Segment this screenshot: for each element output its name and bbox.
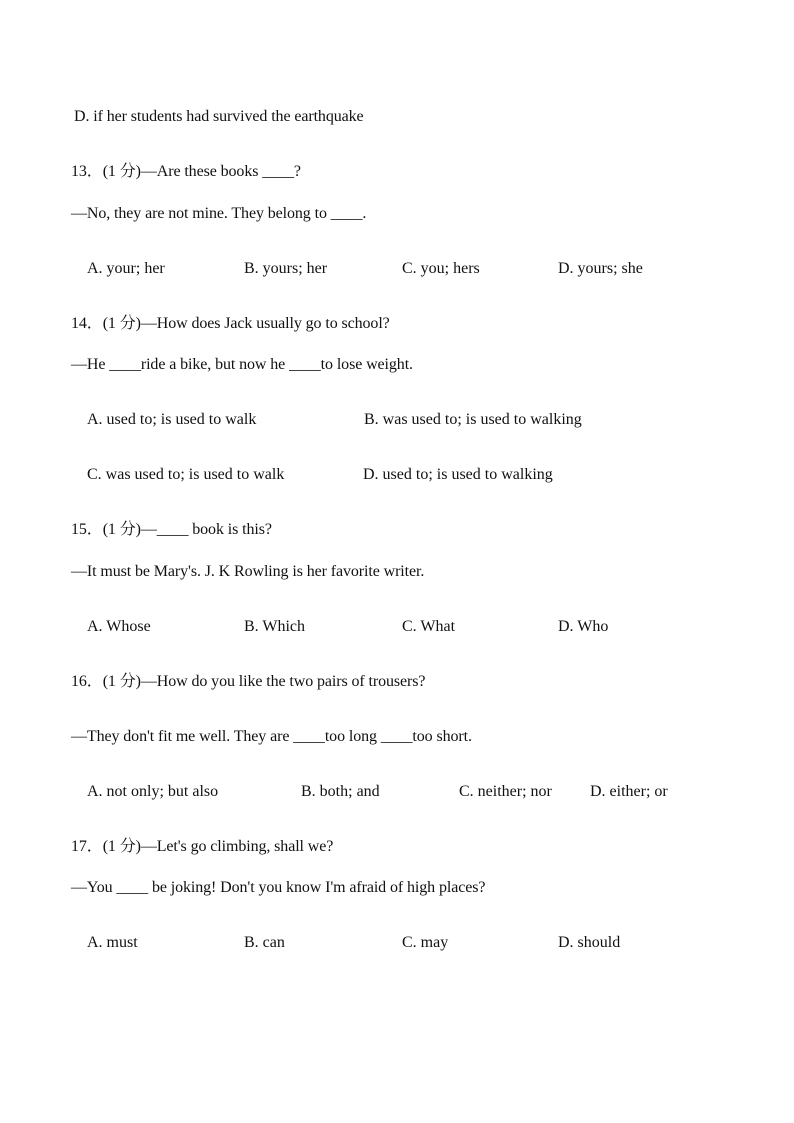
question-13-option-d: D. yours; she xyxy=(558,260,643,277)
question-15-option-b: B. Which xyxy=(244,618,306,635)
question-15-option-a: A. Whose xyxy=(87,618,151,635)
question-13-dialog: —No, they are not mine. They belong to ____. xyxy=(71,205,367,222)
question-14-option-a: A. used to; is used to walk xyxy=(87,411,257,428)
question-14-option-b: B. was used to; is used to walking xyxy=(364,411,582,428)
question-17-stem: 17．(1 分)—Let's go climbing, shall we? xyxy=(71,838,334,855)
question-17-option-b: B. can xyxy=(244,934,285,951)
question-16-option-d: D. either; or xyxy=(590,783,668,800)
question-16-option-b: B. both; and xyxy=(301,783,380,800)
question-16-option-c: C. neither; nor xyxy=(459,783,552,800)
question-14-stem: 14．(1 分)—How does Jack usually go to school? xyxy=(71,315,390,332)
question-17-option-d: D. should xyxy=(558,934,621,951)
question-16-option-a: A. not only; but also xyxy=(87,783,219,800)
question-14-option-d: D. used to; is used to walking xyxy=(363,466,553,483)
question-15-option-c: C. What xyxy=(402,618,456,635)
question-15-option-d: D. Who xyxy=(558,618,609,635)
question-13-stem: 13．(1 分)—Are these books ____? xyxy=(71,163,301,180)
question-13-option-c: C. you; hers xyxy=(402,260,480,277)
question-16-dialog: —They don't fit me well. They are ____too long ____too short. xyxy=(71,728,472,745)
question-13-option-a: A. your; her xyxy=(87,260,165,277)
question-15-dialog: —It must be Mary's. J. K Rowling is her favorite writer. xyxy=(71,563,425,580)
question-17-option-a: A. must xyxy=(87,934,138,951)
question-14-option-c: C. was used to; is used to walk xyxy=(87,466,285,483)
question-13-option-b: B. yours; her xyxy=(244,260,328,277)
question-14-dialog: —He ____ride a bike, but now he ____to lose weight. xyxy=(71,356,413,373)
question-12-option-d: D. if her students had survived the earthquake xyxy=(74,108,364,125)
question-17-option-c: C. may xyxy=(402,934,449,951)
question-15-stem: 15．(1 分)—____ book is this? xyxy=(71,521,272,538)
question-17-dialog: —You ____ be joking! Don't you know I'm afraid of high places? xyxy=(71,879,486,896)
question-16-stem: 16．(1 分)—How do you like the two pairs of trousers? xyxy=(71,673,426,690)
